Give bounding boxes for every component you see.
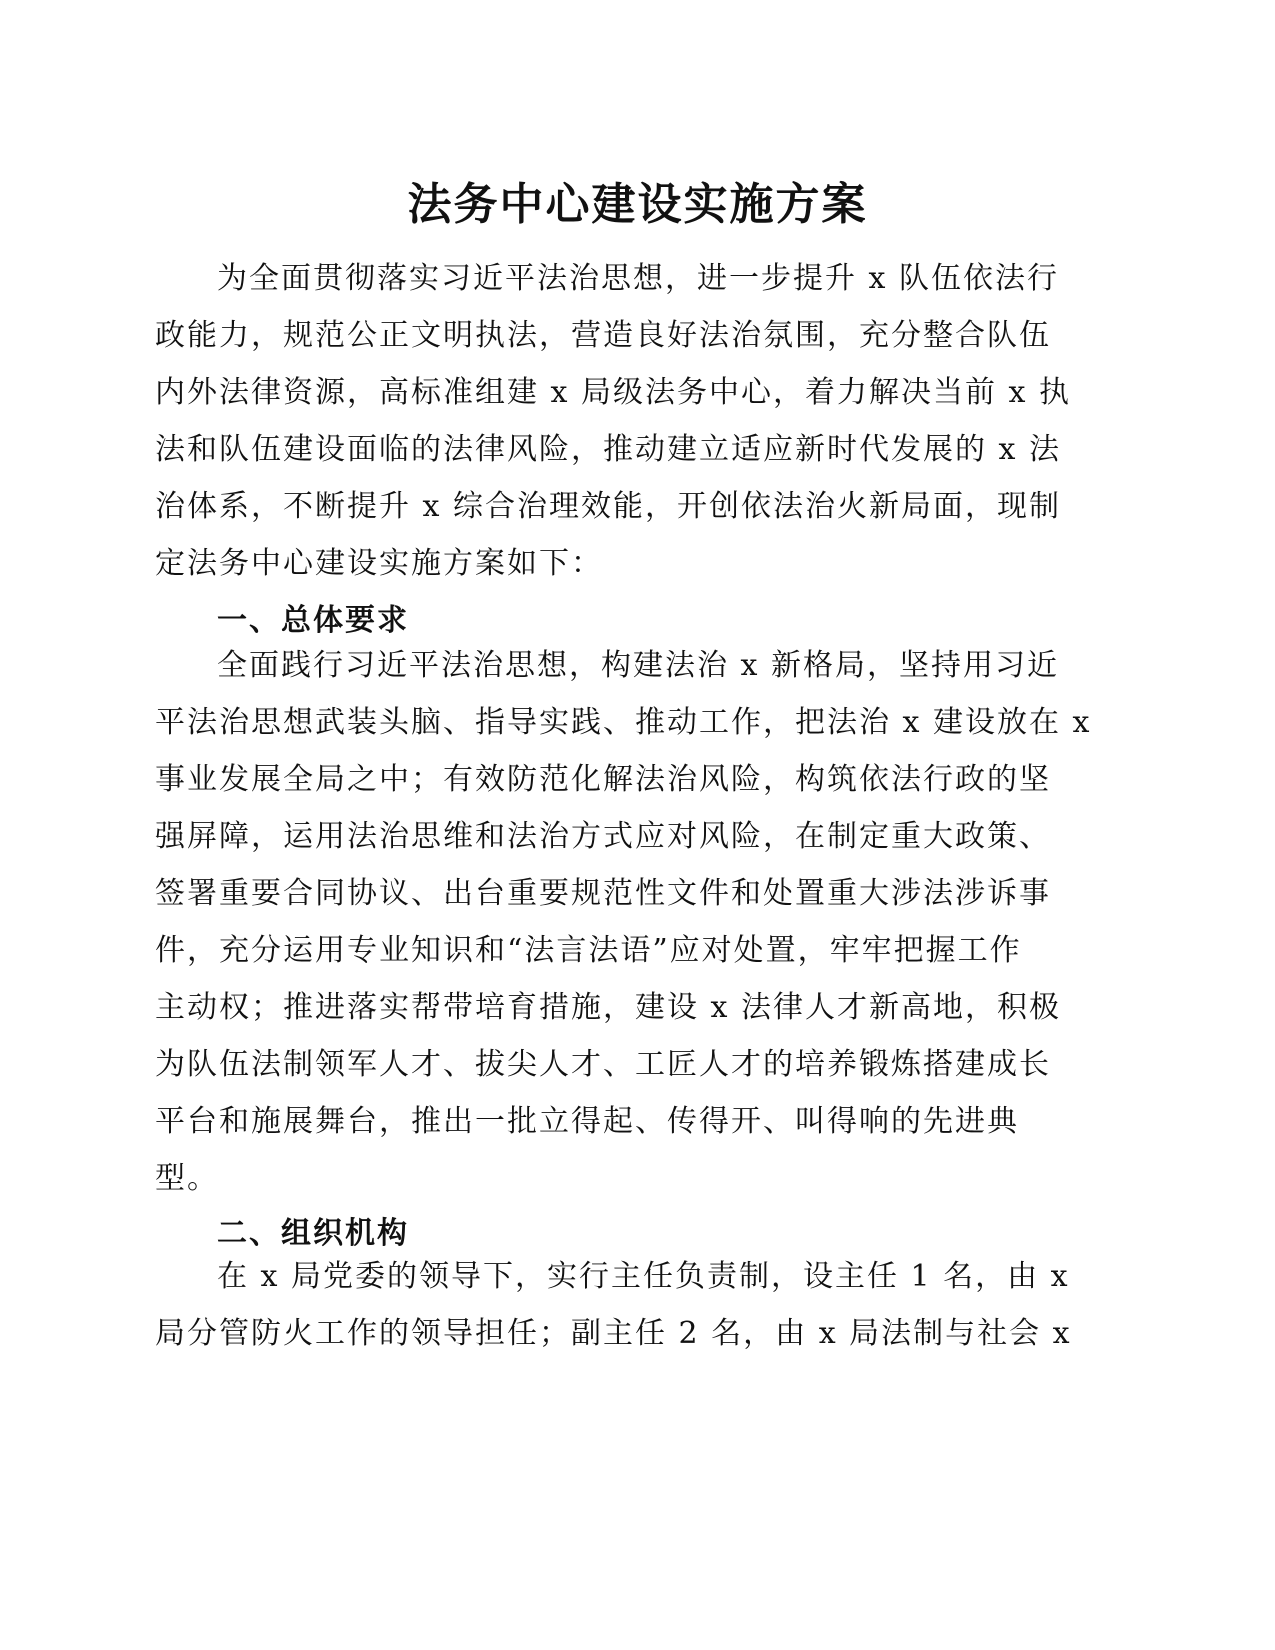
document-title: 法务中心建设实施方案	[407, 179, 868, 230]
general-requirements-paragraph	[155, 637, 1092, 1207]
paragraph-line: 强屏障，运用法治思维和法治方式应对风险，在制定重大政策、	[155, 819, 1051, 854]
paragraph-line: 为队伍法制领军人才、拔尖人才、工匠人才的培养锻炼搭建成长	[155, 1047, 1051, 1082]
organization-paragraph	[155, 1248, 1075, 1362]
paragraph-line: 定法务中心建设实施方案如下：	[155, 546, 603, 581]
paragraph-line: 在 x 局党委的领导下，实行主任负责制，设主任 1 名，由 x	[217, 1259, 1070, 1294]
paragraph-line: 全面践行习近平法治思想，构建法治 x 新格局，坚持用习近	[217, 648, 1059, 683]
paragraph-line: 为全面贯彻落实习近平法治思想，进一步提升 x 队伍依法行	[217, 261, 1059, 296]
paragraph-line: 签署重要合同协议、出台重要规范性文件和处置重大涉法涉诉事	[155, 876, 1051, 911]
section-heading-general-requirements: 一、总体要求	[217, 603, 409, 638]
paragraph-line: 政能力，规范公正文明执法，营造良好法治氛围，充分整合队伍	[155, 318, 1051, 353]
paragraph-line: 治体系，不断提升 x 综合治理效能，开创依法治火新局面，现制	[155, 489, 1061, 524]
paragraph-line: 件，充分运用专业知识和“法言法语”应对处置，牢牢把握工作	[155, 933, 1022, 968]
section-heading-organization: 二、组织机构	[217, 1216, 409, 1251]
paragraph-line: 型。	[155, 1161, 219, 1196]
intro-paragraph	[155, 250, 1075, 592]
paragraph-line: 事业发展全局之中；有效防范化解法治风险，构筑依法行政的坚	[155, 762, 1051, 797]
paragraph-line: 内外法律资源，高标准组建 x 局级法务中心，着力解决当前 x 执	[155, 375, 1071, 410]
paragraph-line: 局分管防火工作的领导担任；副主任 2 名，由 x 局法制与社会 x	[155, 1316, 1072, 1351]
paragraph-line: 平台和施展舞台，推出一批立得起、传得开、叫得响的先进典	[155, 1104, 1019, 1139]
paragraph-line: 主动权；推进落实帮带培育措施，建设 x 法律人才新高地，积极	[155, 990, 1061, 1025]
paragraph-line: 平法治思想武装头脑、指导实践、推动工作，把法治 x 建设放在 x	[155, 705, 1092, 740]
paragraph-line: 法和队伍建设面临的法律风险，推动建立适应新时代发展的 x 法	[155, 432, 1061, 467]
